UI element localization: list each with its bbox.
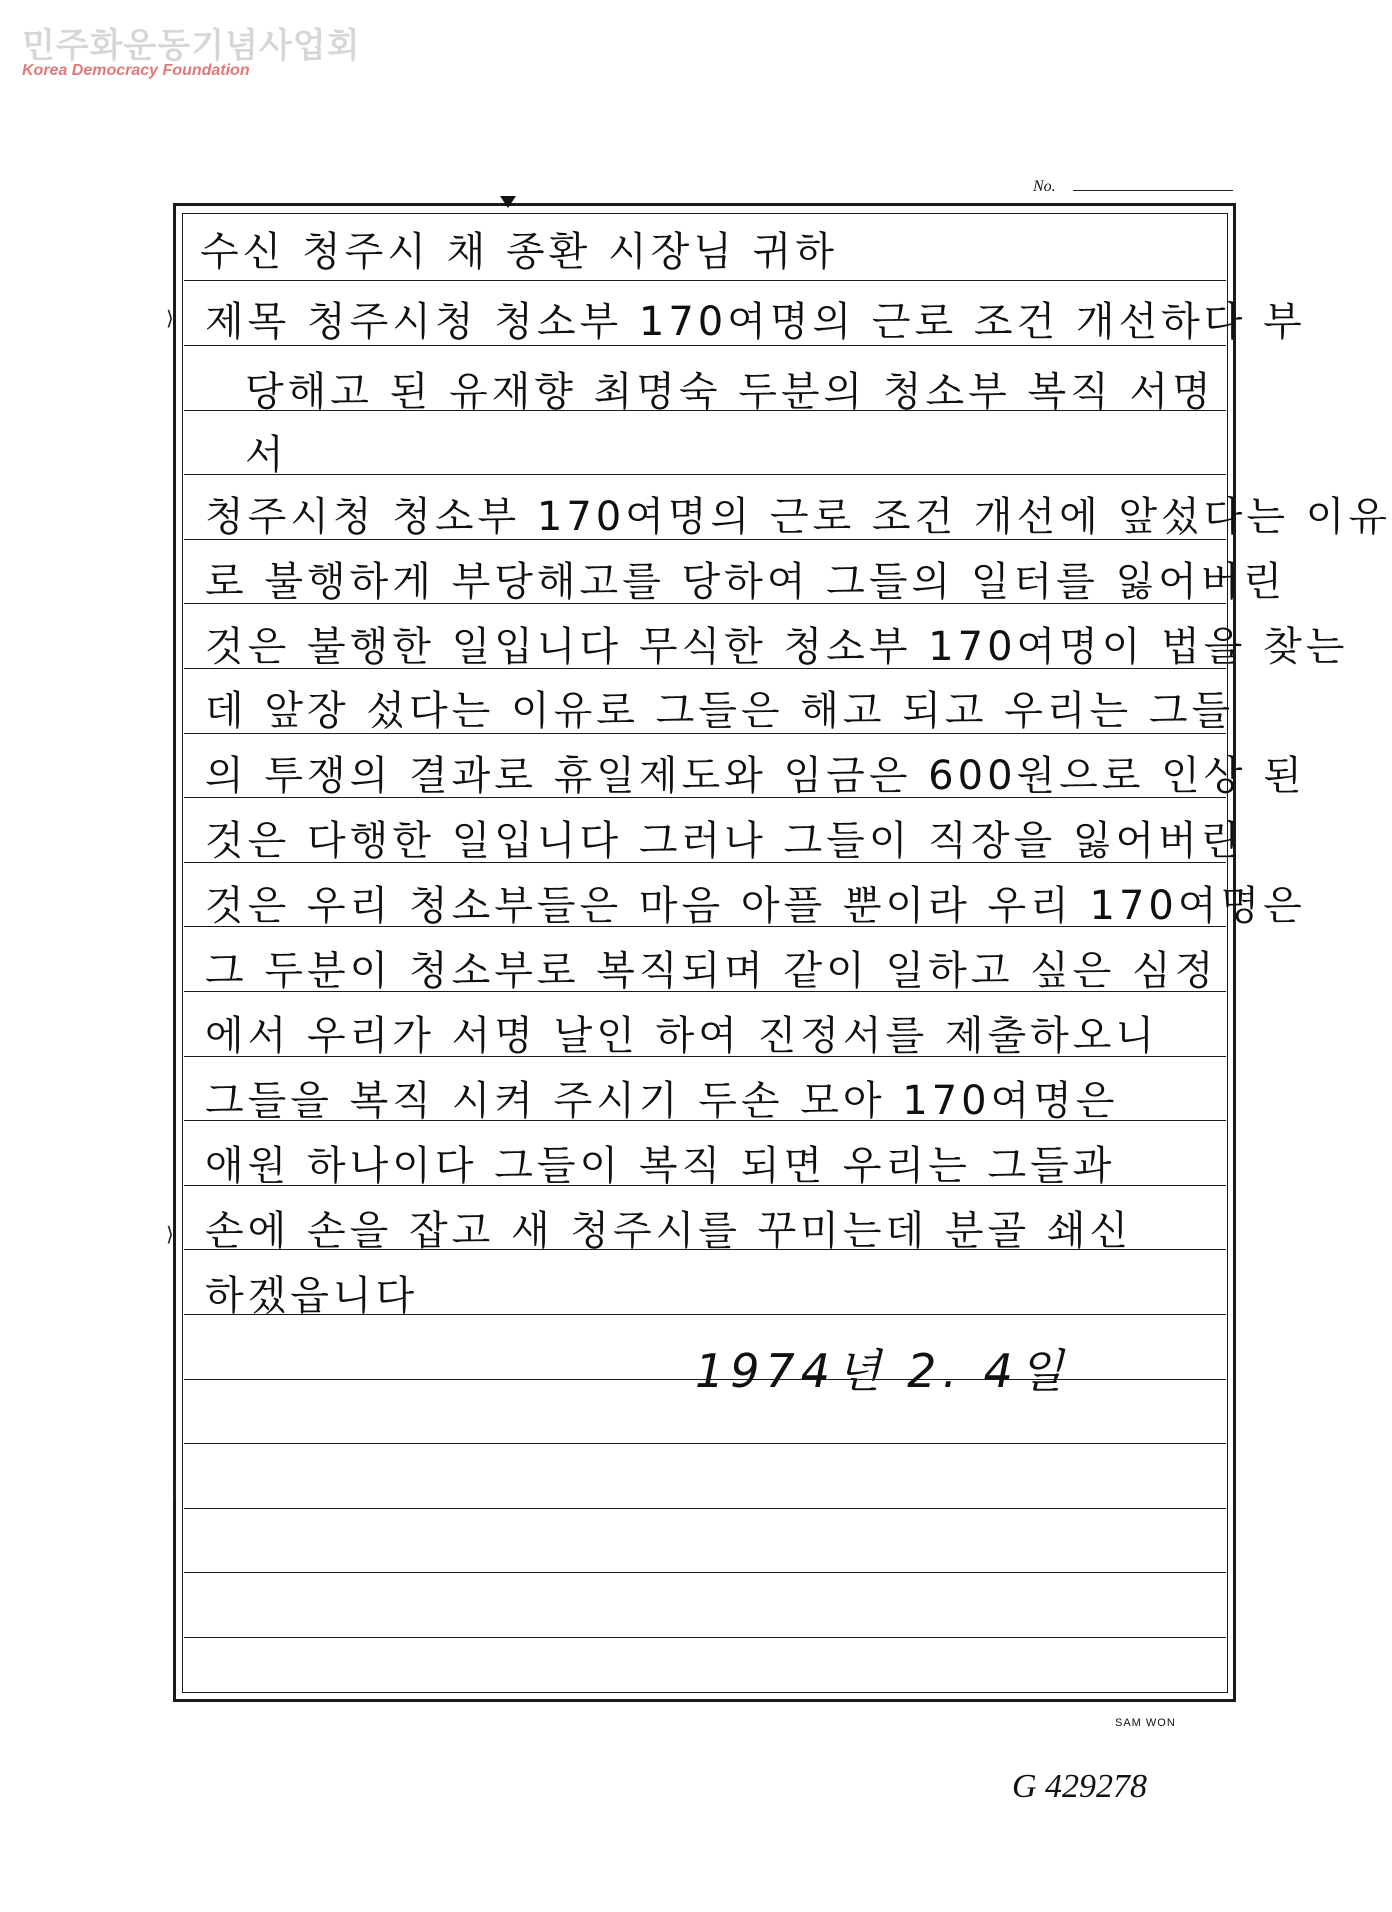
subject-line-1: 제목 청주시청 청소부 170여명의 근로 조건 개선하다 부 — [205, 299, 1306, 345]
body-line-2: 로 불행하게 부당해고를 당하여 그들의 일터를 잃어버린 — [205, 559, 1287, 605]
subject-line-3: 서 — [245, 432, 288, 478]
ruled-line — [184, 1572, 1226, 1573]
body-line-1: 청주시청 청소부 170여명의 근로 조건 개선에 앞섰다는 이유 — [205, 494, 1392, 540]
body-line-12: 손에 손을 잡고 새 청주시를 꾸미는데 분골 쇄신 — [205, 1208, 1133, 1254]
watermark-org-korean: 민주화운동기념사업회 — [22, 26, 361, 66]
body-line-10: 그들을 복직 시켜 주시기 두손 모아 170여명은 — [205, 1078, 1119, 1124]
paper-maker-label: SAM WON — [1115, 1717, 1176, 1729]
body-line-8: 그 두분이 청소부로 복직되며 같이 일하고 싶은 심정 — [205, 948, 1218, 994]
body-line-11: 애원 하나이다 그들이 복직 되면 우리는 그들과 — [205, 1143, 1116, 1189]
ruled-line — [184, 345, 1226, 346]
recipient-line: 수신 청주시 채 종환 시장님 귀하 — [200, 229, 838, 275]
ruled-line — [184, 1508, 1226, 1509]
form-number-line — [1073, 190, 1233, 191]
body-line-13: 하겠읍니다 — [205, 1273, 419, 1319]
ruled-line — [184, 474, 1226, 475]
body-line-7: 것은 우리 청소부들은 마음 아플 뿐이라 우리 170여명은 — [205, 883, 1306, 929]
letter-date: 1974년 2. 4일 — [695, 1344, 1070, 1398]
ruled-line — [184, 280, 1226, 281]
form-number-label: No. — [1033, 178, 1056, 195]
body-line-4: 데 앞장 섰다는 이유로 그들은 해고 되고 우리는 그들 — [205, 688, 1235, 734]
body-line-5: 의 투쟁의 결과로 휴일제도와 임금은 600원으로 인상 된 — [205, 753, 1306, 799]
margin-tick-icon: ǀ — [172, 1475, 178, 1499]
margin-tick-icon: ⟩ — [166, 1222, 174, 1246]
watermark-org-english: Korea Democracy Foundation — [22, 62, 250, 79]
body-line-6: 것은 다행한 일입니다 그러나 그들이 직장을 잃어버린 — [205, 818, 1244, 864]
subject-line-2: 당해고 된 유재향 최명숙 두분의 청소부 복직 서명 — [245, 369, 1215, 415]
body-line-9: 에서 우리가 서명 날인 하여 진정서를 제출하오니 — [205, 1013, 1159, 1059]
ruled-line — [184, 1637, 1226, 1638]
body-line-3: 것은 불행한 일입니다 무식한 청소부 170여명이 법을 찾는 — [205, 624, 1349, 670]
ruled-line — [184, 1443, 1226, 1444]
archive-number: G 429278 — [1012, 1768, 1148, 1805]
binding-notch-icon — [500, 196, 516, 208]
margin-tick-icon: ⟩ — [166, 306, 174, 330]
